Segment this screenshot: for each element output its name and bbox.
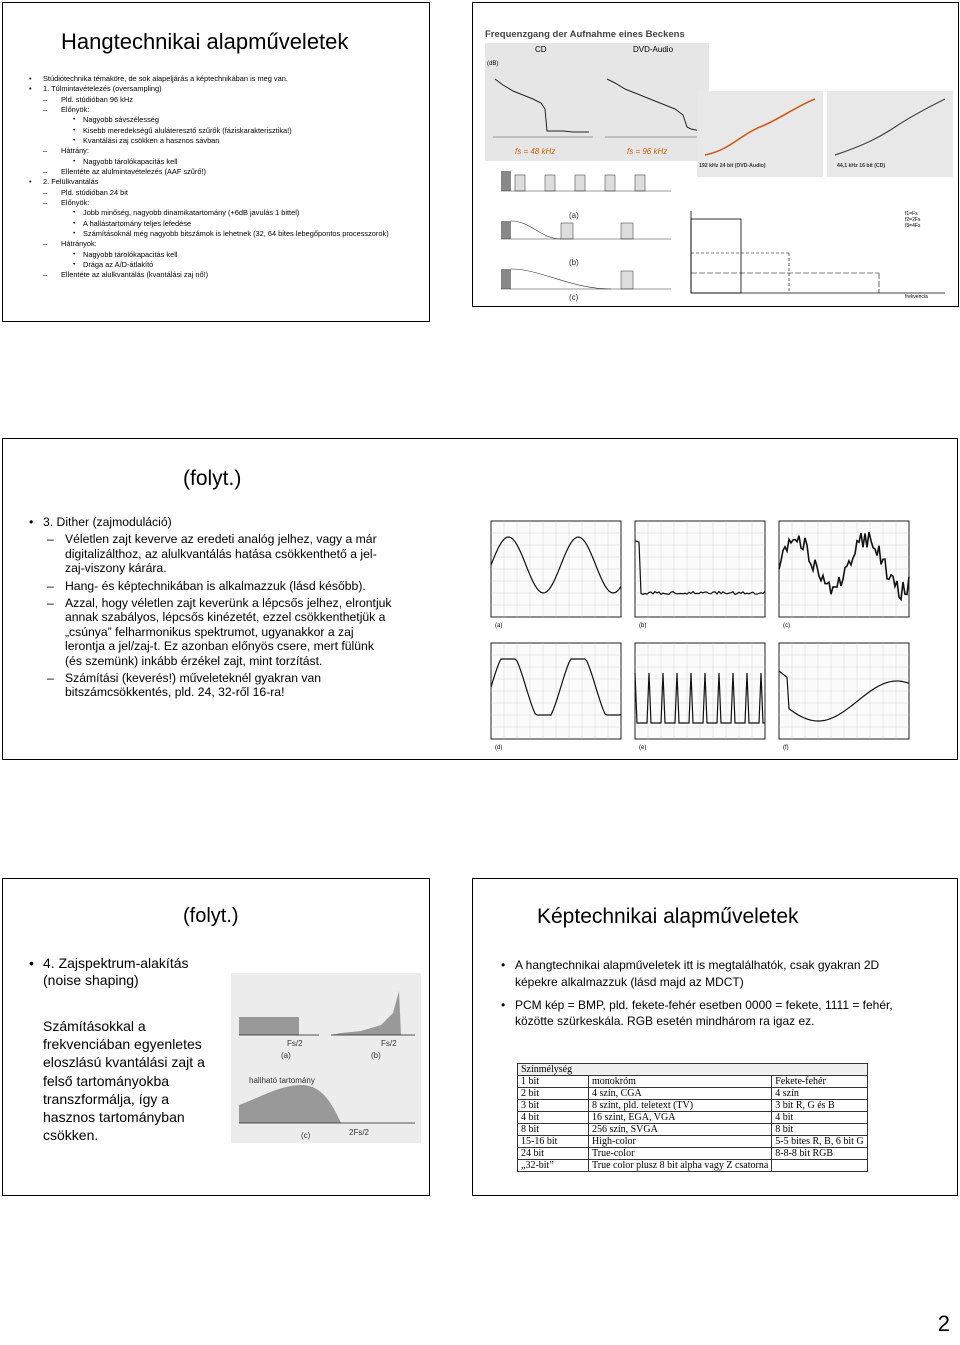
table-cell: 4 bit (518, 1112, 589, 1124)
table-row (518, 1160, 868, 1172)
list-item: • 4. Zajspektrum-alakítás (noise shaping) (43, 955, 223, 988)
axis-x-label: frekvencia (905, 294, 928, 300)
table-cell: 256 szín, SVGA (589, 1124, 772, 1136)
fs-dvd-label: fs = 96 kHz (627, 147, 668, 156)
oscillogram-3 (491, 643, 621, 751)
table-cell: 8 bit (772, 1124, 867, 1136)
list-item: • 3. Dither (zajmoduláció) (43, 515, 393, 529)
slide-title: (folyt.) (183, 905, 239, 927)
list-item: • Stúdiótechnika témaköre, de sok alapeljárás a képtechnikában is meg van. (43, 75, 423, 84)
list-item: • Kisebb meredekségű aluláteresztő szűrők (fáziskarakterisztika!) (83, 127, 423, 136)
table-cell: 1 bit (518, 1076, 589, 1088)
fig-sub-c: (c) (301, 1131, 311, 1140)
dither-oscillograms (491, 521, 909, 751)
fig-label: Fs/2 (381, 1039, 397, 1048)
db-unit-label: (dB) (487, 61, 499, 67)
sub-c: (c) (569, 293, 579, 302)
fig-label: 2Fs/2 (349, 1128, 370, 1137)
oscillogram-caption: (f) (783, 745, 789, 751)
slide-title: Képtechnikai alapműveletek (537, 905, 799, 928)
table-cell: 4 szín (772, 1088, 867, 1100)
slide-title: (folyt.) (183, 467, 242, 490)
table-cell: „32-bit” (518, 1160, 589, 1172)
table-cell: 8 szint, pld. teletext (TV) (589, 1100, 772, 1112)
table-cell: 8-8-8 bit RGB (772, 1148, 867, 1160)
dvd-spectrum-panel (597, 43, 709, 161)
color-depth-table (517, 1063, 868, 1172)
sub-b: (b) (569, 258, 579, 267)
list-item: • Kvantálási zaj csökken a hasznos sávban (83, 137, 423, 146)
slide-noise-shaping (2, 878, 430, 1196)
list-item: • Nagyobb tárolókapacitás kell (83, 158, 423, 167)
list-item: • A hallástartomány teljes lefedése (83, 220, 423, 229)
legend-item: f1=Fs (905, 211, 918, 217)
oscillogram-5 (779, 643, 909, 751)
table-row (518, 1136, 868, 1148)
dvd-curve-label: 192 kHz 24 bit (DVD-Audio) (699, 163, 766, 169)
list-item: • PCM kép = BMP, pld. fekete-fehér esetben 0000 = fekete, 1111 = fehér, közötte szürkeskála. RGB esetén mindhárom ra igaz ez. (515, 997, 925, 1031)
bullet-list (43, 515, 393, 703)
table-cell: True color plusz 8 bit alpha vagy Z csatorna (589, 1160, 772, 1172)
fig-label: hallható tartomány (249, 1076, 315, 1085)
table-cell: 5-5 bites R, B, 6 bit G (772, 1136, 867, 1148)
table-cell: 15-16 bit (518, 1136, 589, 1148)
oscillogram-0 (491, 521, 621, 629)
list-item: – Hátrány: (61, 147, 423, 156)
sub-a: (a) (569, 211, 579, 220)
cd-transfer-panel (827, 91, 953, 177)
legend (905, 211, 920, 229)
fig-sub-b: (b) (371, 1051, 381, 1060)
table-row (518, 1148, 868, 1160)
table-cell: 24 bit (518, 1148, 589, 1160)
table-cell: 2 bit (518, 1088, 589, 1100)
oscillogram-1 (635, 521, 765, 629)
slide-title: Hangtechnikai alapműveletek (61, 29, 349, 54)
table-cell: True-color (589, 1148, 772, 1160)
figure-header: Frequenzgang der Aufnahme eines Beckens (485, 29, 685, 40)
filter-diagram (501, 165, 681, 303)
cd-spectrum-plot (493, 69, 593, 139)
table-cell: High-color (589, 1136, 772, 1148)
list-item: – Pld. stúdióban 24 bit (61, 189, 423, 198)
dvd-spectrum-plot (605, 69, 705, 139)
oscillogram-caption: (e) (639, 745, 647, 751)
cd-transfer-curve (830, 95, 950, 161)
legend-item: f3=4Fs (905, 223, 921, 229)
fs-cd-label: fs = 48 kHz (515, 147, 556, 156)
list-item: – Hátrányok: (61, 240, 423, 249)
list-item: • Nagyobb sávszélesség (83, 116, 423, 125)
list-item: – Ellentéte az alulmintavételezés (AAF szűrő!) (61, 168, 423, 177)
slide-dither (2, 438, 958, 760)
oscillogram-caption: (b) (639, 623, 647, 629)
oscillogram-caption: (c) (783, 623, 790, 629)
oscillogram-2 (779, 521, 909, 629)
dvd-transfer-panel (697, 91, 823, 177)
bullet-list (43, 75, 423, 282)
table-row (518, 1112, 868, 1124)
table-row (518, 1124, 868, 1136)
oscillogram-4 (635, 643, 765, 751)
table-row (518, 1100, 868, 1112)
slide-oversampling (2, 2, 430, 322)
slide-image-processing (472, 878, 958, 1196)
list-item: – Hang- és képtechnikában is alkalmazzuk (lásd később). (65, 579, 393, 593)
table-header: Színmélység (518, 1064, 868, 1076)
fig-label: Fs/2 (287, 1039, 303, 1048)
list-item: – Azzal, hogy véletlen zajt keverünk a lépcsős jelhez, elrontjuk annak szabályos, lépcsős kinézetét, ezzel csökkenthetjük a „csúnya” felharmonikus spektrumot, ugyanakkor a zaj lerontja a jel/zaj-t. Ez azonban előnyös csere, mert fülünk (és szemünk) inkább érzékel zajt, mint torzítást. (65, 596, 393, 668)
list-item: • 1. Túlmintavételezés (oversampling) (43, 85, 423, 94)
table-cell: 4 szín, CGA (589, 1088, 772, 1100)
list-item: – Pld. stúdióban 96 kHz (61, 96, 423, 105)
cd-spectrum-panel (485, 43, 597, 161)
table-row (518, 1088, 868, 1100)
slide-figures (472, 2, 959, 307)
list-item: • Jobb minőség, nagyobb dinamikatartomány (+6dB javulás 1 bittel) (83, 209, 423, 218)
list-item: – Előnyök: (61, 199, 423, 208)
oscillogram-caption: (d) (495, 745, 503, 751)
table-cell: 3 bit (518, 1100, 589, 1112)
oscillogram-grid (491, 521, 909, 751)
bullet-list (43, 955, 223, 988)
list-item: • Drága az A/D-átlakító (83, 261, 423, 270)
table-row (518, 1076, 868, 1088)
table-cell: 16 szint, EGA, VGA (589, 1112, 772, 1124)
oversampling-filter-figure (501, 165, 681, 303)
quantization-noise-figure (679, 209, 949, 301)
list-item: – Véletlen zajt keverve az eredeti analóg jelhez, vagy a már digitalizálthoz, az alulkvantálás hatása csökkenthető a jel-zaj-viszony kárára. (65, 532, 393, 575)
list-item: – Előnyök: (61, 106, 423, 115)
list-item: – Számítási (keverés!) műveleteknél gyakran van bitszámcsökkentés, pld. 24, 32-ről 16-ra! (65, 671, 393, 700)
oscillogram-caption: (a) (495, 623, 503, 629)
table-cell: monokróm (589, 1076, 772, 1088)
table-cell: Fekete-fehér (772, 1076, 867, 1088)
bullet-list (515, 957, 925, 1030)
table-cell (772, 1160, 867, 1172)
dvd-transfer-curve (700, 95, 820, 161)
list-item: • Számításoknál még nagyobb bitszámok is lehetnek (32, 64 bites lebegőpontos processzorok) (83, 230, 423, 239)
legend-item: f2=2Fs (905, 217, 921, 223)
table-cell: 4 bit (772, 1112, 867, 1124)
list-item: – Ellentéte az alulkvantálás (kvantálási zaj nő!) (61, 271, 423, 280)
noise-shaping-description: Számításokkal a frekvenciában egyenletes eloszlású kvantálási zajt a felső tartományokba transzformálja, így a hasznos tartományban csökken. (43, 1018, 205, 1144)
fig-sub-a: (a) (281, 1051, 291, 1060)
table-cell: 8 bit (518, 1124, 589, 1136)
page-number: 2 (937, 1311, 950, 1336)
noise-shaping-figure (231, 973, 421, 1143)
list-item: • 2. Felülkvantálás (43, 178, 423, 187)
table-cell: 3 bit R, G és B (772, 1100, 867, 1112)
list-item: • Nagyobb tárolókapacitás kell (83, 251, 423, 260)
cd-curve-label: 44,1 kHz 16 bit (CD) (837, 163, 886, 169)
noise-shaping-diagram (231, 973, 421, 1143)
cd-label: CD (535, 45, 547, 54)
list-item: • A hangtechnikai alapműveletek itt is megtalálhatók, csak gyakran 2D képekre alkalmazzuk (lásd majd az MDCT) (515, 957, 925, 991)
dvd-label: DVD-Audio (633, 45, 674, 54)
